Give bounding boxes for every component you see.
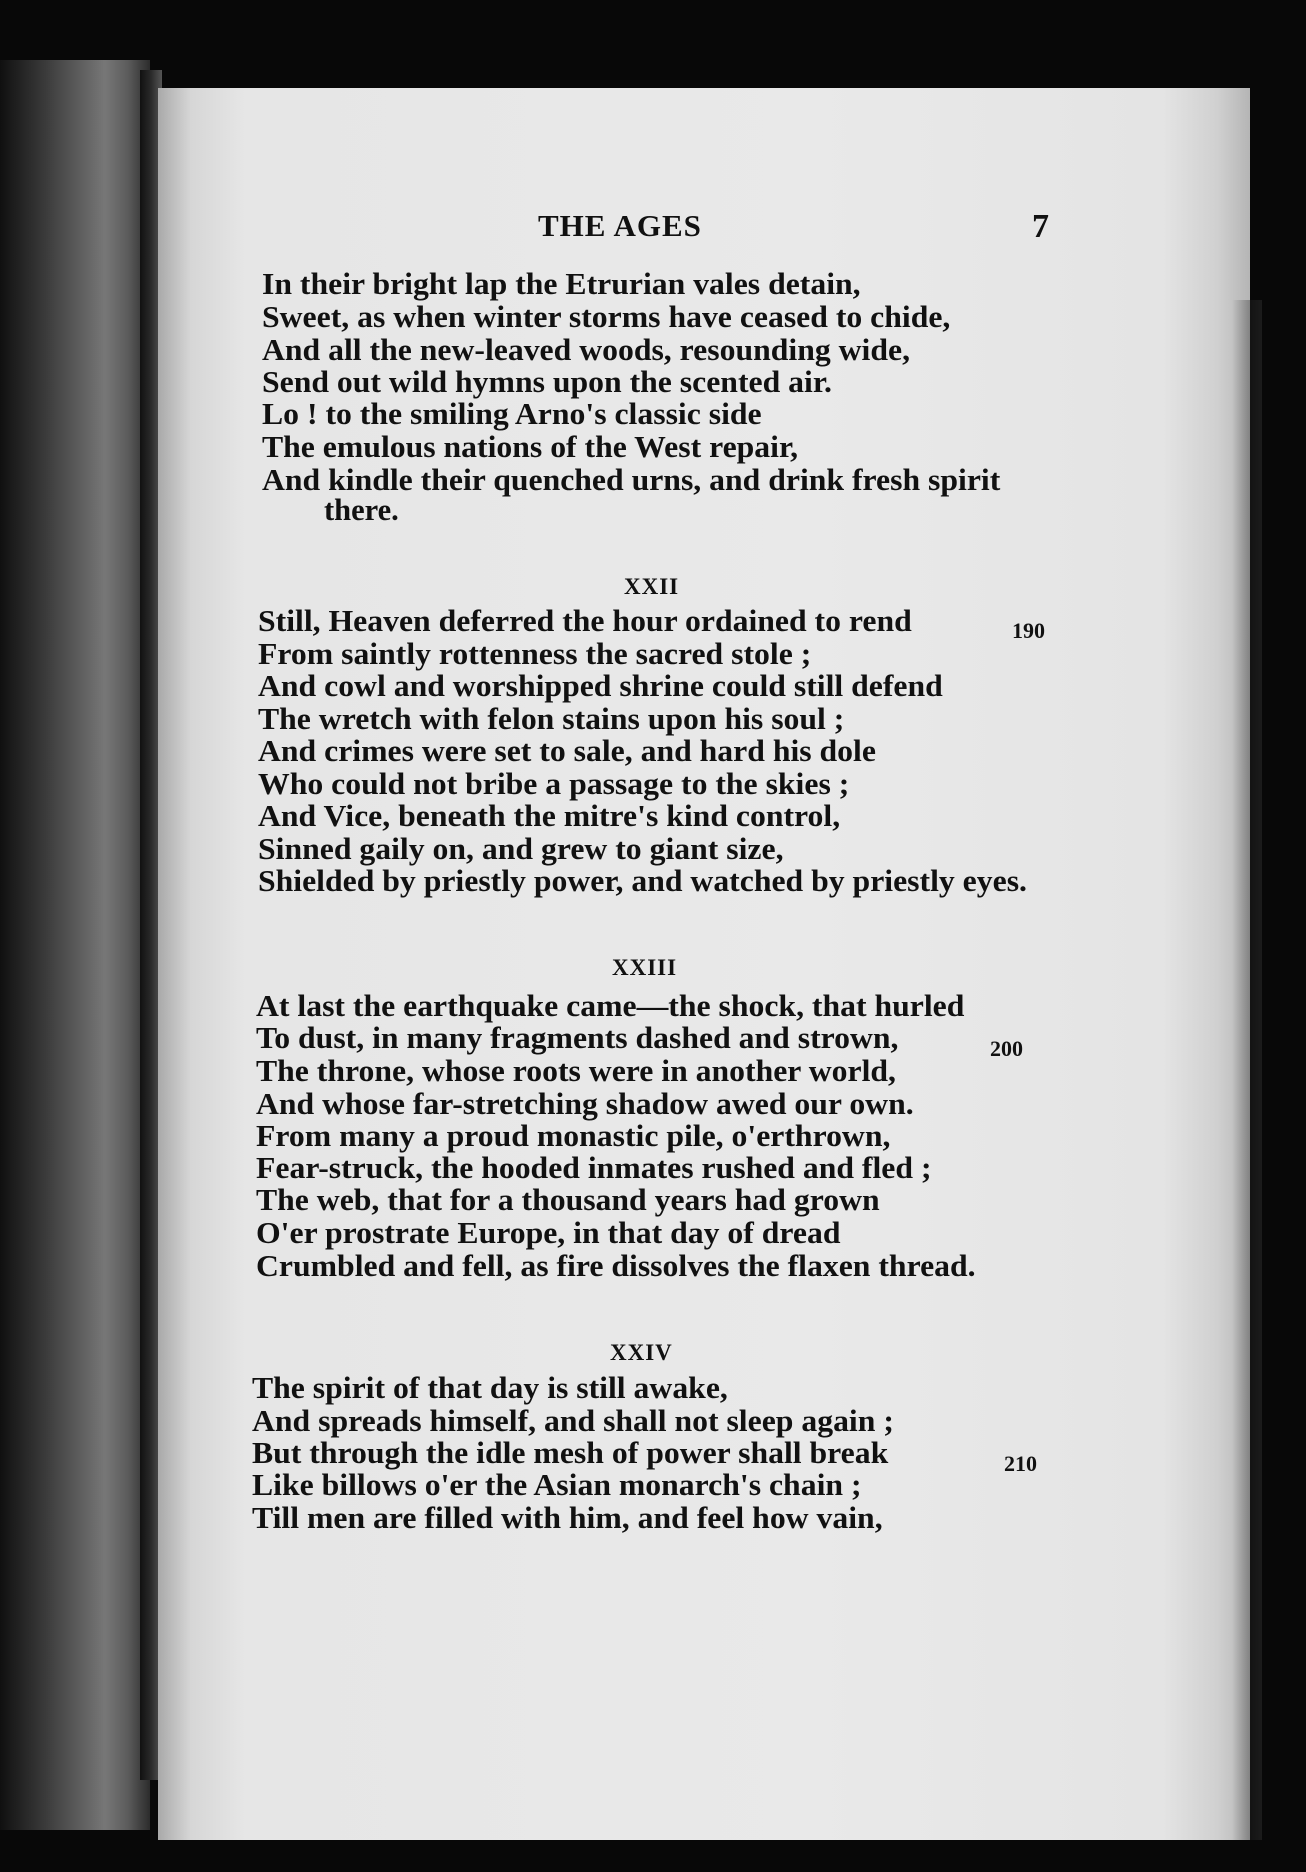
line-number: 190 xyxy=(1012,618,1045,643)
poem-line: Shielded by priestly power, and watched by priestly eyes. xyxy=(258,864,1027,898)
poem-line: To dust, in many fragments dashed and strown, xyxy=(256,1021,899,1055)
poem-line: At last the earthquake came—the shock, that hurled xyxy=(256,989,965,1023)
poem-line: Send out wild hymns upon the scented air. xyxy=(262,365,832,399)
poem-line: Still, Heaven deferred the hour ordained to rend xyxy=(258,604,912,638)
poem-line: And all the new-leaved woods, resounding wide, xyxy=(262,333,911,367)
poem-line: O'er prostrate Europe, in that day of dread xyxy=(256,1216,841,1250)
poem-line: The spirit of that day is still awake, xyxy=(252,1371,728,1405)
poem-line: But through the idle mesh of power shall break xyxy=(252,1436,889,1470)
previous-page-edge xyxy=(0,60,150,1830)
poem-line: Sinned gaily on, and grew to giant size, xyxy=(258,832,784,866)
poem-line: Crumbled and fell, as fire dissolves the flaxen thread. xyxy=(256,1249,976,1283)
poem-line: The throne, whose roots were in another world, xyxy=(256,1054,896,1088)
poem-line: The web, that for a thousand years had grown xyxy=(256,1183,880,1217)
poem-line: And crimes were set to sale, and hard his dole xyxy=(258,734,876,768)
poem-line: The wretch with felon stains upon his soul ; xyxy=(258,702,845,736)
poem-line: Till men are filled with him, and feel how vain, xyxy=(252,1501,883,1535)
poem-line: And cowl and worshipped shrine could still defend xyxy=(258,669,943,703)
poem-line: And Vice, beneath the mitre's kind control, xyxy=(258,799,841,833)
poem-line: And spreads himself, and shall not sleep again ; xyxy=(252,1404,894,1438)
stanza-heading: XXIV xyxy=(610,1340,673,1365)
poem-line: The emulous nations of the West repair, xyxy=(262,430,799,464)
poem-line: From saintly rottenness the sacred stole ; xyxy=(258,637,812,671)
poem-line: In their bright lap the Etrurian vales detain, xyxy=(262,267,861,301)
poem-line: Fear-struck, the hooded inmates rushed and fled ; xyxy=(256,1151,932,1185)
poem-line: Sweet, as when winter storms have ceased to chide, xyxy=(262,300,951,334)
running-header: THE AGES xyxy=(538,208,702,243)
poem-line: And whose far-stretching shadow awed our own. xyxy=(256,1087,914,1121)
line-number: 210 xyxy=(1004,1451,1037,1476)
line-number: 200 xyxy=(990,1036,1023,1061)
poem-line: Like billows o'er the Asian monarch's chain ; xyxy=(252,1468,862,1502)
page-edge-shadow xyxy=(1232,300,1262,1840)
poem-line: From many a proud monastic pile, o'erthrown, xyxy=(256,1119,891,1153)
poem-line-continuation: there. xyxy=(324,493,399,527)
poem-line: Who could not bribe a passage to the skies ; xyxy=(258,767,850,801)
poem-line: And kindle their quenched urns, and drink fresh spirit xyxy=(262,463,1001,497)
stanza-heading: XXIII xyxy=(612,955,678,980)
page-number: 7 xyxy=(1032,208,1049,245)
poem-line: Lo ! to the smiling Arno's classic side xyxy=(262,397,762,431)
stanza-heading: XXII xyxy=(624,574,680,599)
